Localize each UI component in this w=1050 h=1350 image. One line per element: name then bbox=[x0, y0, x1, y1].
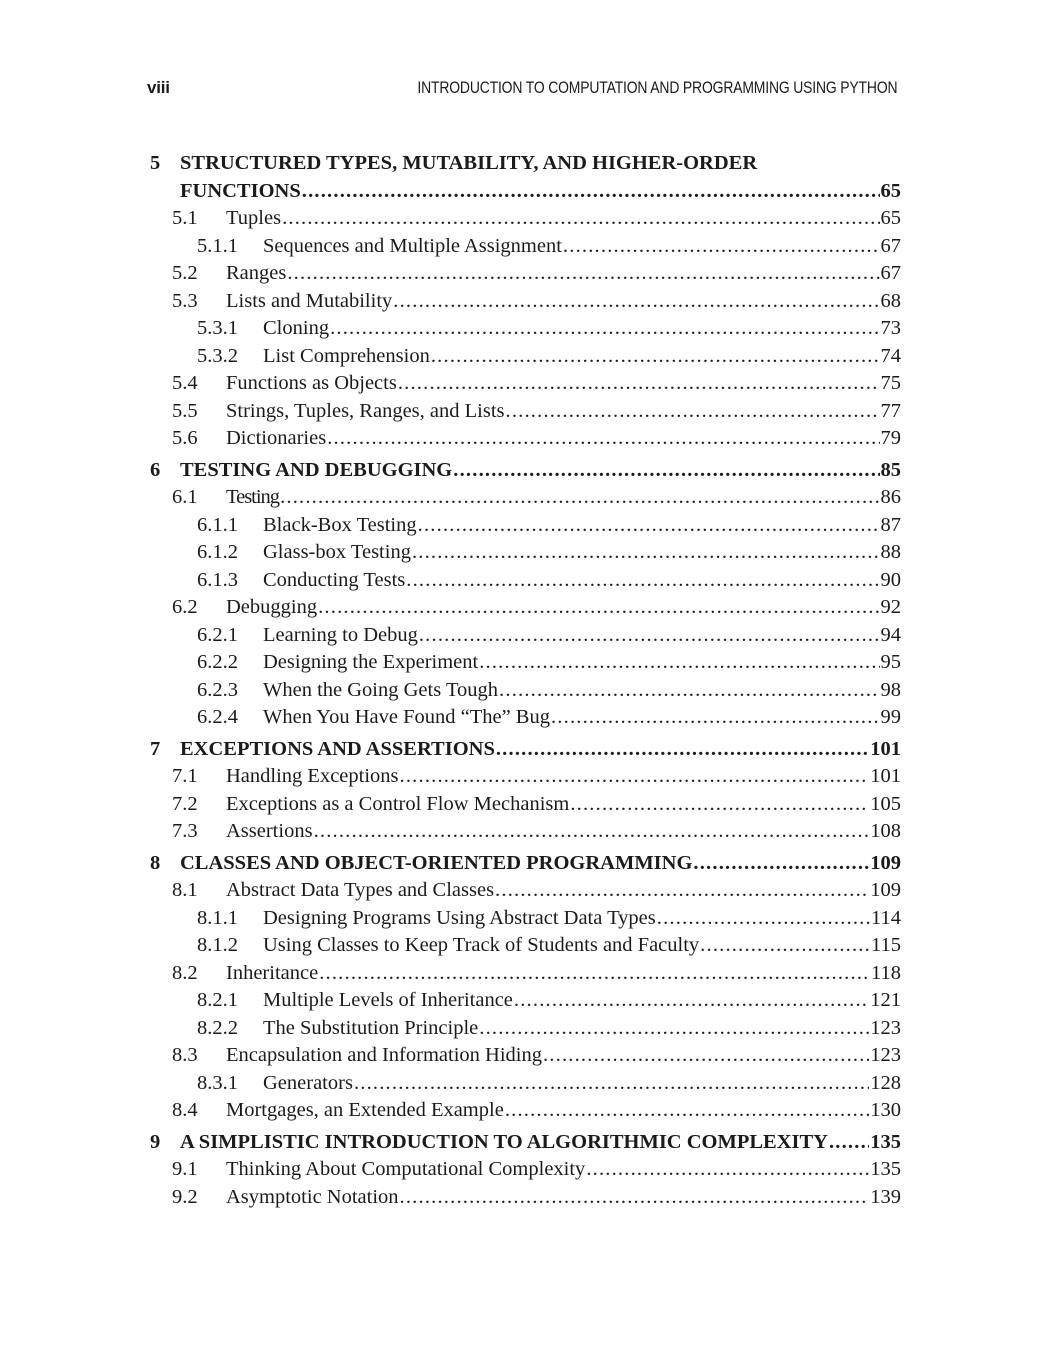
toc-title: Functions as Objects bbox=[226, 372, 397, 394]
toc-page-number: 75 bbox=[880, 372, 901, 394]
toc-page-number: 86 bbox=[880, 486, 901, 508]
dot-leader bbox=[505, 1097, 869, 1125]
toc-number: 6.2.1 bbox=[197, 623, 238, 646]
dot-leader bbox=[657, 905, 870, 933]
toc-number: 8.3.1 bbox=[197, 1071, 238, 1094]
toc-page-number: 101 bbox=[870, 737, 901, 760]
toc-title: Asymptotic Notation bbox=[226, 1185, 399, 1208]
toc-page-number: 123 bbox=[870, 1016, 901, 1039]
toc-entry-5-4[interactable] bbox=[150, 370, 901, 398]
toc-page-number: 67 bbox=[880, 234, 901, 257]
toc-number: 6.2 bbox=[172, 596, 198, 618]
toc-number: 8 bbox=[150, 851, 161, 874]
toc-number: 5.2 bbox=[172, 262, 198, 284]
toc-page-number: 65 bbox=[880, 179, 901, 202]
toc-title: EXCEPTIONS AND ASSERTIONS bbox=[180, 737, 495, 760]
toc-number: 8.2.1 bbox=[197, 989, 238, 1011]
toc-title: Black-Box Testing bbox=[263, 513, 417, 536]
toc-page-number: 135 bbox=[870, 1130, 901, 1153]
dot-leader bbox=[393, 288, 879, 316]
toc-page-number: 74 bbox=[880, 344, 901, 367]
toc-page-number: 85 bbox=[880, 458, 901, 481]
toc-page-number: 98 bbox=[880, 678, 901, 701]
toc-number: 5.3 bbox=[172, 289, 198, 312]
dot-leader bbox=[506, 398, 880, 426]
toc-chapter-5-continued[interactable] bbox=[150, 178, 901, 206]
toc-entry-8-2[interactable] bbox=[150, 960, 901, 988]
toc-number: 8.3 bbox=[172, 1044, 198, 1066]
toc-number: 9.1 bbox=[172, 1158, 198, 1180]
toc-entry-5-3-1[interactable] bbox=[150, 315, 901, 343]
toc-title: STRUCTURED TYPES, MUTABILITY, AND HIGHER-ORDER bbox=[180, 152, 758, 174]
dot-leader bbox=[282, 205, 879, 233]
dot-leader bbox=[499, 677, 879, 705]
toc-title: FUNCTIONS bbox=[180, 179, 301, 202]
dot-leader bbox=[319, 960, 870, 988]
toc-chapter-5[interactable] bbox=[150, 150, 901, 178]
toc-chapter-6[interactable] bbox=[150, 457, 901, 485]
toc-page-number: 90 bbox=[880, 568, 901, 591]
toc-page-number: 135 bbox=[870, 1158, 901, 1180]
toc-page-number: 101 bbox=[870, 765, 901, 787]
dot-leader bbox=[563, 233, 880, 261]
toc-number: 5.3.2 bbox=[197, 344, 238, 367]
toc-entry-8-2-1[interactable] bbox=[150, 987, 901, 1015]
toc-entry-6-1-1[interactable] bbox=[150, 512, 901, 540]
toc-entry-5-1[interactable] bbox=[150, 205, 901, 233]
dot-leader bbox=[354, 1070, 869, 1098]
toc-number: 5.1 bbox=[172, 207, 198, 229]
toc-entry-6-2-1[interactable] bbox=[150, 622, 901, 650]
toc-entry-8-1-2[interactable] bbox=[150, 932, 901, 960]
dot-leader bbox=[406, 567, 879, 595]
toc-number: 5.4 bbox=[172, 372, 198, 394]
toc-page-number: 67 bbox=[880, 262, 901, 284]
toc-entry-6-1-3[interactable] bbox=[150, 567, 901, 595]
toc-page-number: 94 bbox=[880, 623, 901, 646]
dot-leader bbox=[418, 512, 880, 540]
toc-title: Debugging bbox=[226, 596, 318, 618]
toc-number: 7.1 bbox=[172, 765, 198, 787]
toc-page-number: 108 bbox=[870, 820, 901, 842]
dot-leader bbox=[400, 763, 870, 791]
toc-title: Conducting Tests bbox=[263, 568, 406, 591]
toc-number: 6.2.2 bbox=[197, 651, 238, 673]
dot-leader bbox=[318, 594, 879, 622]
toc-entry-5-3-2[interactable] bbox=[150, 343, 901, 371]
toc-page-number: 79 bbox=[880, 427, 901, 449]
toc-title: Multiple Levels of Inheritance bbox=[263, 989, 513, 1011]
toc-number: 5.6 bbox=[172, 427, 198, 449]
toc-title: Designing Programs Using Abstract Data Types bbox=[263, 906, 656, 929]
toc-number: 8.4 bbox=[172, 1099, 198, 1121]
toc-page-number: 109 bbox=[870, 879, 901, 901]
toc-page-number: 139 bbox=[870, 1185, 901, 1208]
toc-page-number: 128 bbox=[870, 1071, 901, 1094]
dot-leader bbox=[287, 260, 879, 288]
toc-title: Ranges bbox=[226, 262, 287, 284]
running-head bbox=[147, 78, 897, 102]
toc-title: Generators bbox=[263, 1071, 353, 1094]
toc-entry-5-5[interactable] bbox=[150, 398, 901, 426]
toc-entry-5-6[interactable] bbox=[150, 425, 901, 453]
toc-number: 6.1.3 bbox=[197, 568, 238, 591]
toc-entry-9-1[interactable] bbox=[150, 1156, 901, 1184]
toc-number: 7 bbox=[150, 737, 161, 760]
toc-number: 8.2 bbox=[172, 961, 198, 984]
toc-title: TESTING AND DEBUGGING bbox=[180, 458, 453, 481]
dot-leader bbox=[302, 178, 880, 206]
toc-title: Cloning bbox=[263, 317, 330, 339]
toc-entry-6-2-2[interactable] bbox=[150, 649, 901, 677]
dot-leader bbox=[400, 1184, 870, 1212]
toc-entry-8-2-2[interactable] bbox=[150, 1015, 901, 1043]
toc-page-number: 87 bbox=[880, 513, 901, 536]
dot-leader bbox=[479, 1015, 869, 1043]
toc-entry-5-2[interactable] bbox=[150, 260, 901, 288]
dot-leader bbox=[829, 1129, 869, 1157]
toc-entry-7-1[interactable] bbox=[150, 763, 901, 791]
toc-number: 5.1.1 bbox=[197, 234, 238, 257]
toc-number: 6.1 bbox=[172, 486, 198, 508]
toc-chapter-8[interactable] bbox=[150, 850, 901, 878]
dot-leader bbox=[398, 370, 880, 398]
toc-page-number: 109 bbox=[870, 851, 901, 874]
page-folio: viii bbox=[147, 78, 170, 97]
dot-leader bbox=[700, 932, 870, 960]
toc-number: 8.1 bbox=[172, 879, 198, 901]
toc-page-number: 121 bbox=[870, 989, 901, 1011]
toc-number: 7.2 bbox=[172, 792, 198, 815]
dot-leader bbox=[586, 1156, 869, 1184]
toc-number: 5 bbox=[150, 152, 161, 174]
toc-title: Lists and Mutability bbox=[226, 289, 393, 312]
toc-entry-6-2-4[interactable] bbox=[150, 704, 901, 732]
dot-leader bbox=[314, 818, 870, 846]
toc-page-number: 92 bbox=[880, 596, 901, 618]
toc-title: Encapsulation and Information Hiding bbox=[226, 1044, 542, 1066]
book-title: INTRODUCTION TO COMPUTATION AND PROGRAMMING USING PYTHON bbox=[416, 78, 897, 97]
toc-entry-8-3-1[interactable] bbox=[150, 1070, 901, 1098]
toc-title: Testing bbox=[226, 486, 280, 508]
dot-leader bbox=[551, 704, 880, 732]
toc-entry-8-1-1[interactable] bbox=[150, 905, 901, 933]
dot-leader bbox=[543, 1042, 869, 1070]
toc-number: 8.2.2 bbox=[197, 1016, 238, 1039]
toc-entry-6-1-2[interactable] bbox=[150, 539, 901, 567]
dot-leader bbox=[570, 791, 869, 819]
toc-page-number: 77 bbox=[880, 399, 901, 422]
toc-page-number: 95 bbox=[880, 651, 901, 673]
toc-title: Tuples bbox=[226, 207, 282, 229]
dot-leader bbox=[280, 484, 879, 512]
toc-title: Glass-box Testing bbox=[263, 541, 411, 563]
toc-page-number: 88 bbox=[880, 541, 901, 563]
toc-title: List Comprehension bbox=[263, 344, 430, 367]
toc-title: Dictionaries bbox=[226, 427, 327, 449]
toc-entry-5-3[interactable] bbox=[150, 288, 901, 316]
toc-title: Exceptions as a Control Flow Mechanism bbox=[226, 792, 570, 815]
toc-chapter-7[interactable] bbox=[150, 736, 901, 764]
toc-title: Assertions bbox=[226, 820, 313, 842]
toc-entry-6-1[interactable] bbox=[150, 484, 901, 512]
toc-title: Mortgages, an Extended Example bbox=[226, 1099, 504, 1121]
toc-title: Strings, Tuples, Ranges, and Lists bbox=[226, 399, 505, 422]
toc-title: Handling Exceptions bbox=[226, 765, 399, 787]
toc-number: 7.3 bbox=[172, 820, 198, 842]
toc-number: 8.1.2 bbox=[197, 934, 238, 956]
toc-title: When You Have Found “The” Bug bbox=[263, 706, 550, 728]
toc-page-number: 68 bbox=[880, 289, 901, 312]
toc-number: 6.1.1 bbox=[197, 513, 238, 536]
toc-title: Abstract Data Types and Classes bbox=[226, 879, 495, 901]
toc-page-number: 99 bbox=[880, 706, 901, 728]
toc-title: The Substitution Principle bbox=[263, 1016, 479, 1039]
dot-leader bbox=[495, 877, 869, 905]
toc-number: 6 bbox=[150, 458, 161, 481]
dot-leader bbox=[514, 987, 869, 1015]
toc-page-number: 73 bbox=[880, 317, 901, 339]
toc-title: Learning to Debug bbox=[263, 623, 418, 646]
toc-page-number: 65 bbox=[880, 207, 901, 229]
toc-page-number: 118 bbox=[871, 961, 901, 984]
toc-title: Designing the Experiment bbox=[263, 651, 479, 673]
toc-chapter-9[interactable] bbox=[150, 1129, 901, 1157]
toc-entry-8-1[interactable] bbox=[150, 877, 901, 905]
toc-number: 9 bbox=[150, 1130, 161, 1153]
toc-entry-6-2-3[interactable] bbox=[150, 677, 901, 705]
dot-leader bbox=[453, 457, 879, 485]
toc-number: 6.1.2 bbox=[197, 541, 238, 563]
toc-title: Using Classes to Keep Track of Students and Faculty bbox=[263, 934, 700, 956]
toc-entry-7-3[interactable] bbox=[150, 818, 901, 846]
toc-number: 6.2.3 bbox=[197, 678, 238, 701]
dot-leader bbox=[330, 315, 879, 343]
toc-page-number: 105 bbox=[870, 792, 901, 815]
toc-entry-5-1-1[interactable] bbox=[150, 233, 901, 261]
toc-entry-7-2[interactable] bbox=[150, 791, 901, 819]
table-of-contents bbox=[150, 150, 901, 1211]
dot-leader bbox=[412, 539, 880, 567]
toc-title: A SIMPLISTIC INTRODUCTION TO ALGORITHMIC COMPLEXITY bbox=[180, 1130, 828, 1153]
dot-leader bbox=[693, 850, 869, 878]
toc-page-number: 123 bbox=[870, 1044, 901, 1066]
toc-number: 6.2.4 bbox=[197, 706, 238, 728]
toc-number: 8.1.1 bbox=[197, 906, 238, 929]
toc-number: 5.5 bbox=[172, 399, 198, 422]
toc-entry-6-2[interactable] bbox=[150, 594, 901, 622]
toc-title: CLASSES AND OBJECT-ORIENTED PROGRAMMING bbox=[180, 851, 693, 874]
toc-page-number: 130 bbox=[870, 1099, 901, 1121]
dot-leader bbox=[327, 425, 879, 453]
toc-number: 9.2 bbox=[172, 1185, 198, 1208]
toc-entry-8-4[interactable] bbox=[150, 1097, 901, 1125]
dot-leader bbox=[479, 649, 879, 677]
toc-title: Inheritance bbox=[226, 961, 319, 984]
dot-leader bbox=[496, 736, 869, 764]
toc-number: 5.3.1 bbox=[197, 317, 238, 339]
dot-leader bbox=[419, 622, 880, 650]
toc-entry-8-3[interactable] bbox=[150, 1042, 901, 1070]
dot-leader bbox=[431, 343, 880, 371]
toc-title: Thinking About Computational Complexity bbox=[226, 1158, 586, 1180]
toc-title: Sequences and Multiple Assignment bbox=[263, 234, 562, 257]
toc-page-number: 114 bbox=[871, 906, 901, 929]
toc-title: When the Going Gets Tough bbox=[263, 678, 499, 701]
toc-page-number: 115 bbox=[871, 934, 901, 956]
toc-entry-9-2[interactable] bbox=[150, 1184, 901, 1212]
